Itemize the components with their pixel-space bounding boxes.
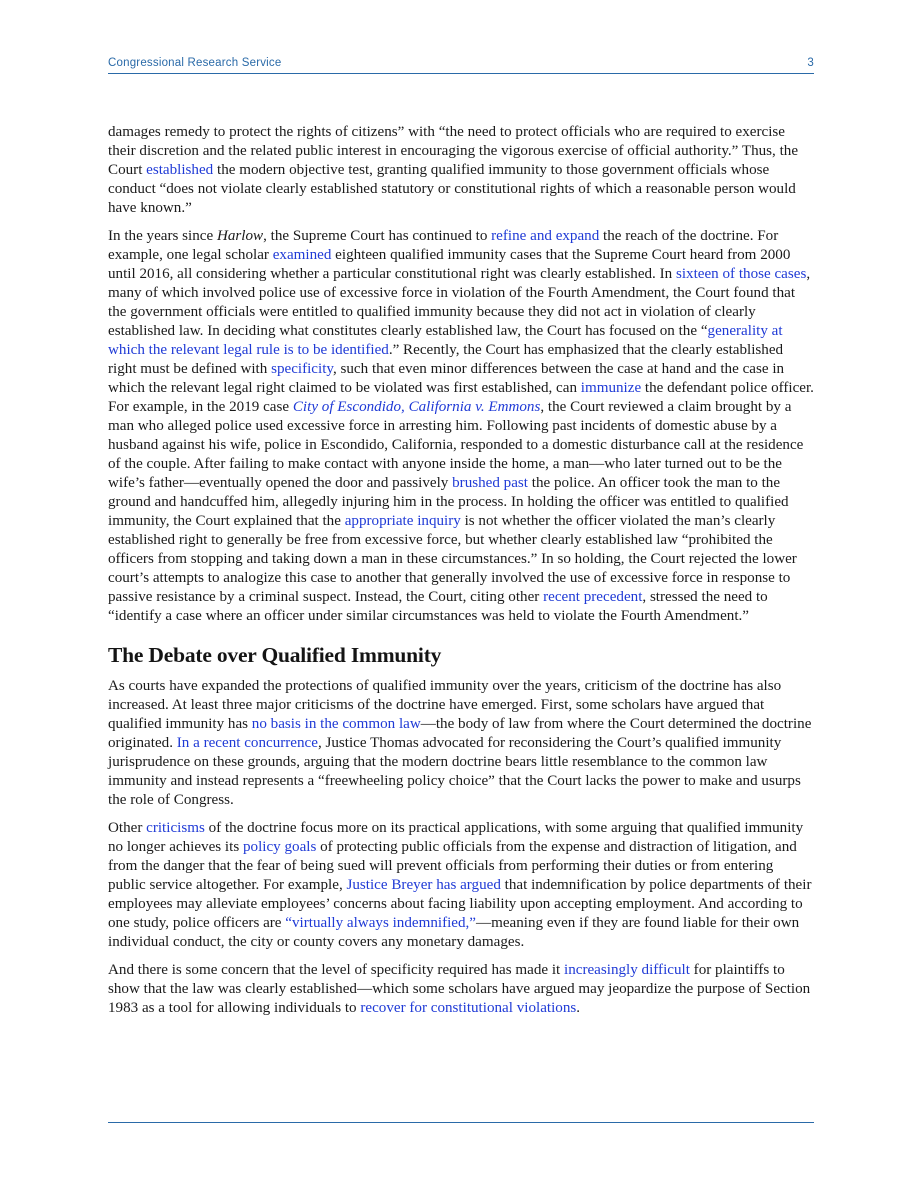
link-examined[interactable]: examined: [272, 247, 332, 263]
text-run: .” Recently, the Court has emphasized that the clearly established right must be defined with: [108, 342, 784, 377]
text-run: , stressed the need to “identify a case where an officer under similar circumstances was held to violate the Fourth Amendment.”: [108, 589, 768, 624]
text-run: , Justice Thomas advocated for reconsidering the Court’s qualified immunity jurisprudence on these grounds, arguing that the modern doctrine bears little resemblance to the common law immunity and instead represents a “freewheeling policy choice” that the Court lacks the power to make and usurps the role of Congress.: [108, 735, 801, 808]
text-run: Other: [108, 820, 147, 836]
link-brushed-past[interactable]: brushed past: [452, 475, 528, 491]
text-run: is not whether the officer violated the man’s clearly established right to generally be free from excessive force, but whether clearly established law “prohibited the officers from stopping and taking down a man in these circumstances.” In so holding, the Court rejected the lower court’s attempts to analogize this case to another that generally involved the use of excessive force in response to passive resistance by a criminal suspect. Instead, the Court, citing other: [108, 513, 797, 605]
text-run: the police. An officer took the man to the ground and handcuffed him, allegedly injuring him in the process. In holding the officer was entitled to qualified immunity, the Court explained that the: [108, 475, 789, 529]
link-increasingly-difficult[interactable]: increasingly difficult: [564, 962, 690, 978]
text-run: the modern objective test, granting qualified immunity to those government officials whose conduct “does not violate clearly established statutory or constitutional rights of which a reasonable person would have known.”: [108, 162, 796, 216]
text-run: the reach of the doctrine. For example, one legal scholar: [108, 228, 779, 263]
link-no-basis-common-law[interactable]: no basis in the common law: [251, 716, 421, 732]
link-appropriate-inquiry[interactable]: appropriate inquiry: [344, 513, 461, 529]
section-heading: The Debate over Qualified Immunity: [108, 643, 442, 667]
paragraph-4: [108, 819, 814, 952]
text-run: , the Court reviewed a claim brought by a man who alleged police used excessive force in arresting him. Following past incidents of domestic abuse by a husband against his wife, police in Escondido, California, responded to a domestic disturbance call at the residence of the couple. After failing to make contact with anyone inside the home, a man—who later turned out to be the wife’s father—eventually opened the door and passively: [108, 399, 804, 491]
link-virtually-indemnified[interactable]: “virtually always indemnified,”: [285, 915, 477, 931]
link-recover-violations[interactable]: recover for constitutional violations: [360, 1000, 577, 1016]
link-criticisms[interactable]: criticisms: [146, 820, 205, 836]
text-run: .: [576, 1000, 581, 1016]
text-run: , the Supreme Court has continued to: [263, 228, 492, 244]
link-escondido-v-emmons[interactable]: City of Escondido, California v. Emmons: [292, 399, 541, 415]
link-specificity[interactable]: specificity: [271, 361, 333, 377]
link-generality[interactable]: generality at which the relevant legal rule is to be identified: [108, 323, 783, 358]
footer-rule: [108, 1122, 814, 1123]
text-run: for plaintiffs to show that the law was clearly established—which some scholars have argued may jeopardize the purpose of Section 1983 as a tool for allowing individuals to: [108, 962, 811, 1016]
text-run: of protecting public officials from the expense and distraction of litigation, and from the danger that the fear of being sued will prevent officials from performing their duties or from entering public service altogether. For example,: [108, 839, 797, 893]
text-run: —meaning even if they are found liable for their own individual conduct, the city or county covers any monetary damages.: [108, 915, 800, 950]
paragraph-3: [108, 677, 814, 810]
header-rule: [108, 73, 814, 74]
text-run: And there is some concern that the level of specificity required has made it: [108, 962, 565, 978]
link-immunize[interactable]: immunize: [580, 380, 642, 396]
header-source: Congressional Research Service: [108, 57, 282, 69]
text-run: As courts have expanded the protections of qualified immunity over the years, criticism of the doctrine has also increased. At least three major criticisms of the doctrine have emerged. First, some scholars have argued that qualified immunity has: [108, 678, 782, 732]
link-established[interactable]: established: [146, 162, 214, 178]
case-name-harlow: Harlow: [216, 228, 264, 244]
paragraph-5: [108, 961, 814, 1018]
text-run: —the body of law from where the Court determined the doctrine originated.: [108, 716, 812, 751]
page-header: [108, 57, 814, 71]
paragraph-1: [108, 123, 814, 218]
link-policy-goals[interactable]: policy goals: [242, 839, 317, 855]
link-recent-concurrence[interactable]: In a recent concurrence: [176, 735, 318, 751]
link-justice-breyer[interactable]: Justice Breyer has argued: [346, 877, 501, 893]
text-run: , such that even minor differences between the case at hand and the case in which the relevant legal right claimed to be violated was first established, can: [108, 361, 785, 396]
link-refine-and-expand[interactable]: refine and expand: [491, 228, 600, 244]
text-run: of the doctrine focus more on its practical applications, with some arguing that qualified immunity no longer achieves its: [108, 820, 804, 855]
text-run: that indemnification by police departments of their employees may alleviate employees’ concerns about facing liability upon accepting employment. And according to one study, police officers are: [108, 877, 812, 931]
text-run: , many of which involved police use of excessive force in violation of the Fourth Amendment, the Court found that the government officials were entitled to qualified immunity because they did not act in violation of clearly established law. In deciding what constitutes clearly established law, the Court has focused on the “: [108, 266, 811, 339]
page-number: 3: [807, 57, 814, 69]
link-recent-precedent[interactable]: recent precedent: [543, 589, 643, 605]
text-run: eighteen qualified immunity cases that the Supreme Court heard from 2000 until 2016, all considering whether a particular constitutional right was clearly established. In: [108, 247, 791, 282]
paragraph-2: [108, 227, 814, 626]
link-sixteen-cases[interactable]: sixteen of those cases: [675, 266, 807, 282]
text-run: the defendant police officer. For example, in the 2019 case: [108, 380, 814, 415]
document-body: [108, 123, 814, 1027]
text-run: In the years since: [108, 228, 217, 244]
text-run: damages remedy to protect the rights of citizens” with “the need to protect officials who are required to exercise their discretion and the related public interest in encouraging the vigorous exercise of official authority.” Thus, the Court: [108, 124, 799, 178]
